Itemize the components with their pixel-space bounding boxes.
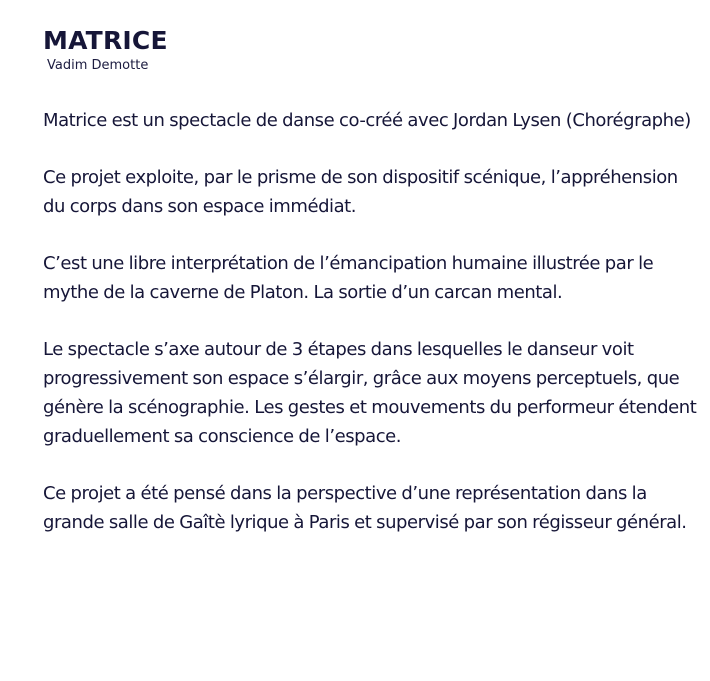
paragraph-venue: Ce projet a été pensé dans la perspective d’une représentation dans la grande salle de Gaîtè lyrique à Paris et supervisé par son régisseur général. [43, 483, 687, 533]
author-name: Vadim Demotte [47, 58, 149, 73]
project-description [43, 106, 703, 537]
paragraph-intro: Matrice est un spectacle de danse co-créé avec Jordan Lysen (Chorégraphe) [43, 110, 691, 131]
project-page [43, 26, 703, 537]
paragraph-stages: Le spectacle s’axe autour de 3 étapes dans lesquelles le danseur voit progressivement son espace s’élargir, grâce aux moyens perceptuels, que génère la scénographie. Les gestes et mouvements du performeur étendent graduellement sa conscience de l’espace. [43, 339, 697, 447]
page-title: MATRICE [43, 26, 168, 55]
paragraph-concept: Ce projet exploite, par le prisme de son dispositif scénique, l’appréhension du corps dans son espace immédiat. [43, 167, 678, 217]
paragraph-interpretation: C’est une libre interprétation de l’émancipation humaine illustrée par le mythe de la caverne de Platon. La sortie d’un carcan mental. [43, 253, 654, 303]
